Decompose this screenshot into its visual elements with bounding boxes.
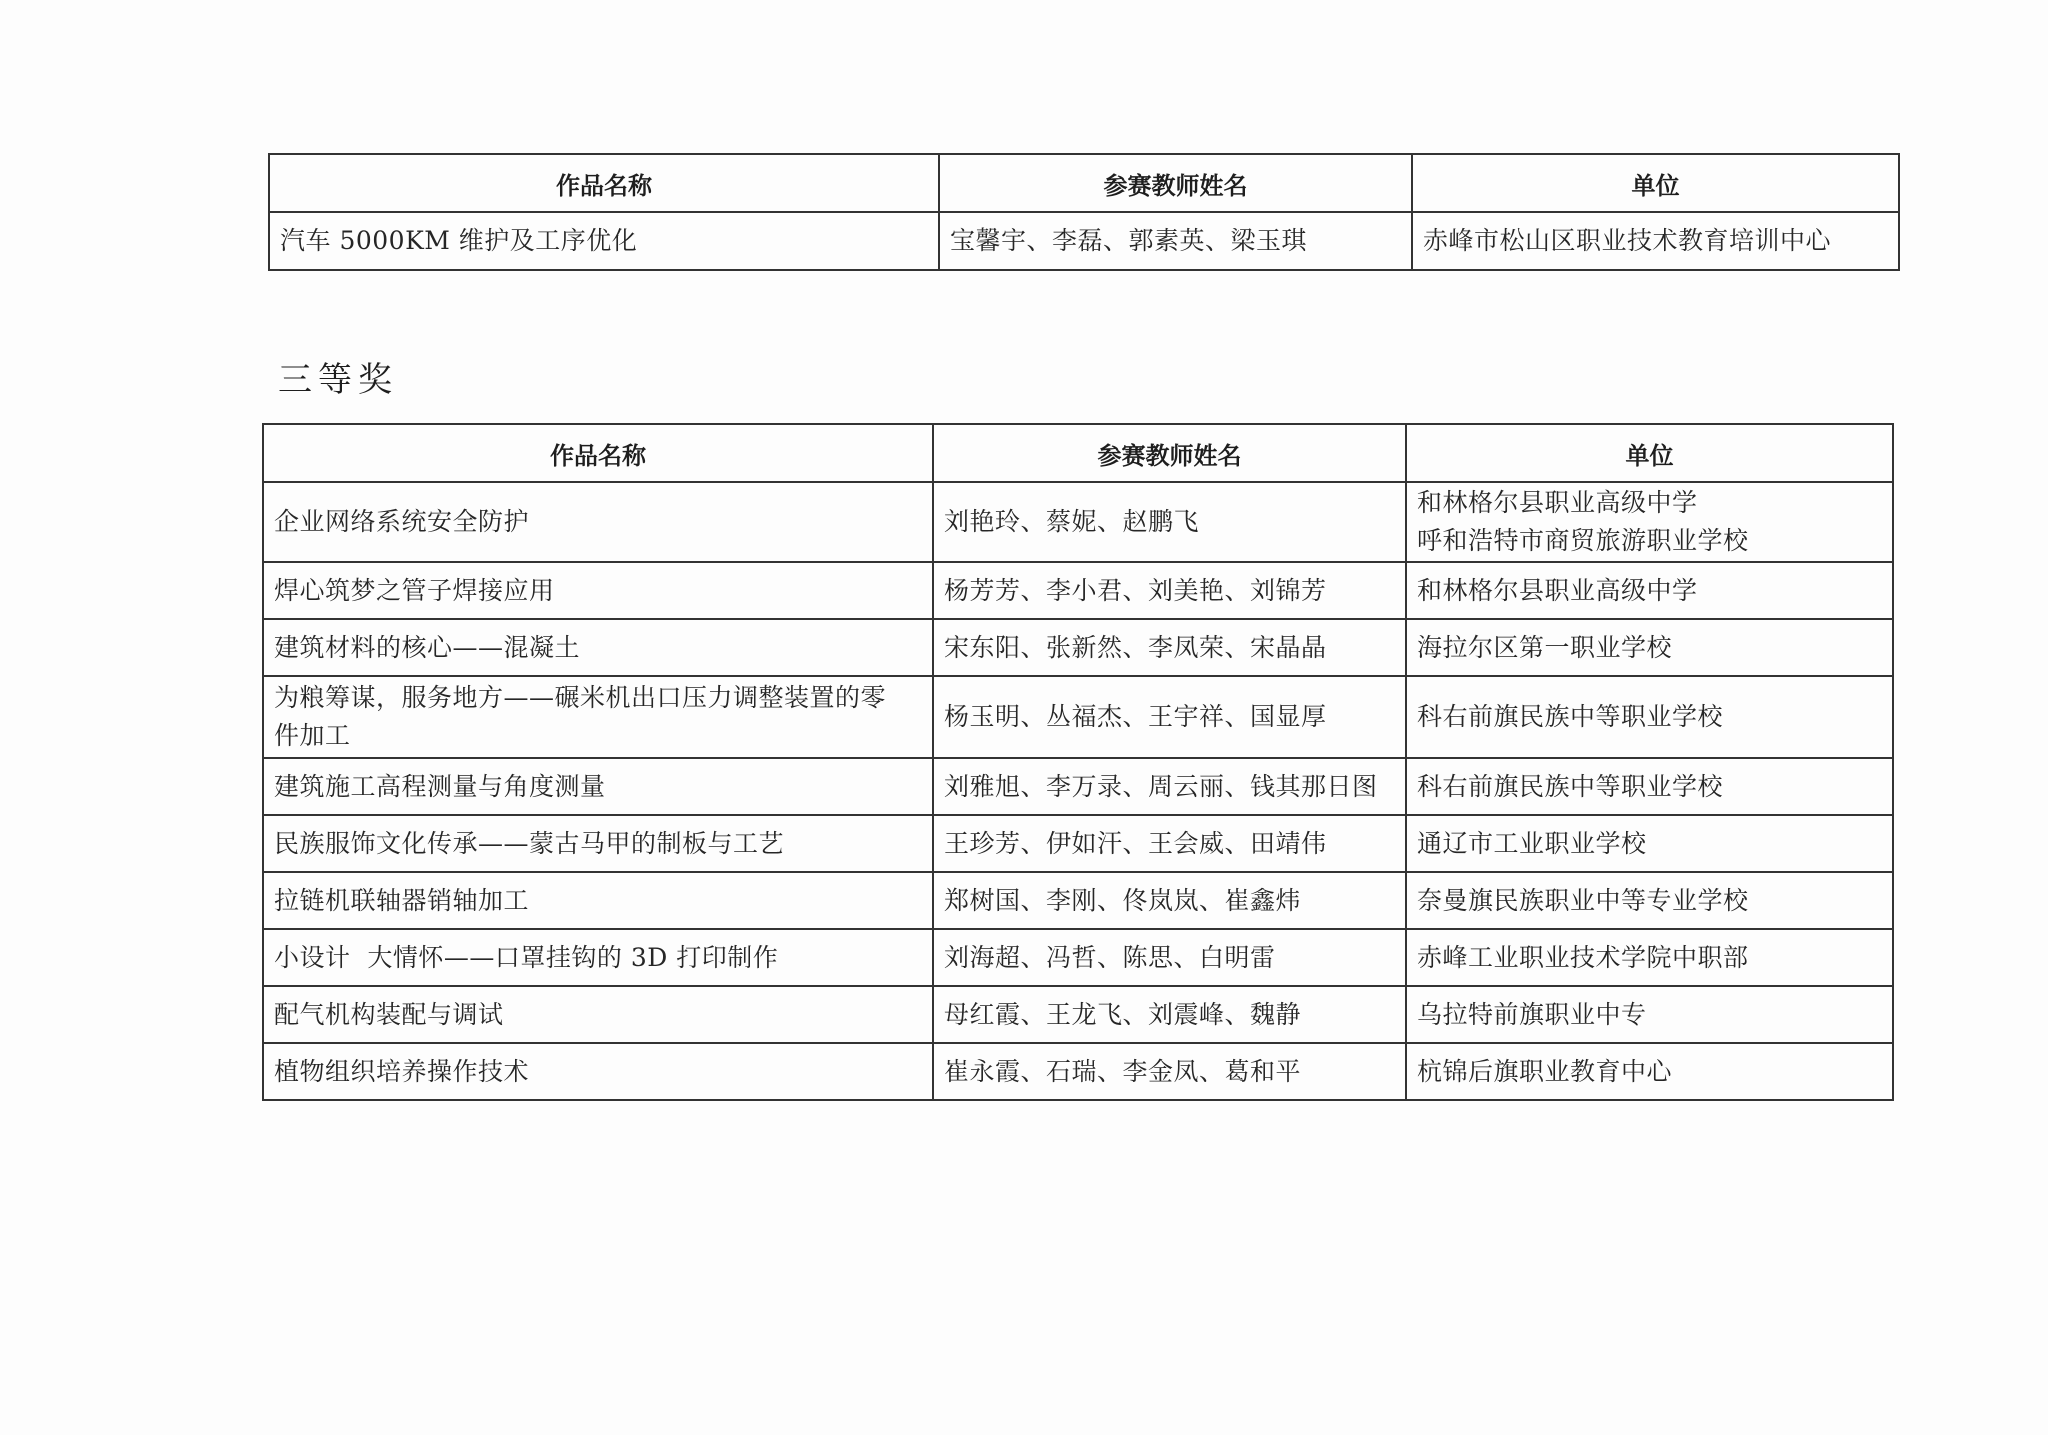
cell-unit: 科右前旗民族中等职业学校 [1406,676,1893,758]
cell-work: 汽车 5000KM 维护及工序优化 [269,212,939,270]
cell-unit [1406,482,1893,562]
table-row [269,212,1899,270]
cell-teachers: 崔永霞、石瑞、李金凤、葛和平 [933,1043,1406,1100]
header-unit: 单位 [1406,424,1893,482]
award-table-continued [268,153,1900,271]
header-teacher-names: 参赛教师姓名 [933,424,1406,482]
cell-work [263,676,933,758]
cell-unit: 赤峰市松山区职业技术教育培训中心 [1412,212,1899,270]
table-row [263,986,1893,1043]
cell-work: 企业网络系统安全防护 [263,482,933,562]
cell-unit: 乌拉特前旗职业中专 [1406,986,1893,1043]
cell-work: 建筑施工高程测量与角度测量 [263,758,933,815]
header-work-name: 作品名称 [263,424,933,482]
cell-work: 焊心筑梦之管子焊接应用 [263,562,933,619]
cell-work: 拉链机联轴器销轴加工 [263,872,933,929]
table-row [263,619,1893,676]
cell-teachers: 宋东阳、张新然、李凤荣、宋晶晶 [933,619,1406,676]
table-row [263,758,1893,815]
cell-unit: 通辽市工业职业学校 [1406,815,1893,872]
cell-teachers: 杨芳芳、李小君、刘美艳、刘锦芳 [933,562,1406,619]
cell-work: 配气机构装配与调试 [263,986,933,1043]
cell-work: 民族服饰文化传承——蒙古马甲的制板与工艺 [263,815,933,872]
cell-unit: 杭锦后旗职业教育中心 [1406,1043,1893,1100]
cell-unit: 科右前旗民族中等职业学校 [1406,758,1893,815]
header-unit: 单位 [1412,154,1899,212]
cell-unit: 赤峰工业职业技术学院中职部 [1406,929,1893,986]
table-row [263,815,1893,872]
cell-unit: 海拉尔区第一职业学校 [1406,619,1893,676]
table-row [263,929,1893,986]
third-prize-table [262,423,1894,1101]
cell-unit-line: 和林格尔县职业高级中学 [1417,488,1698,517]
cell-teachers: 刘雅旭、李万录、周云丽、钱其那日图 [933,758,1406,815]
cell-work: 小设计 大情怀——口罩挂钩的 3D 打印制作 [263,929,933,986]
cell-work-line: 件加工 [274,721,351,750]
cell-teachers: 杨玉明、丛福杰、王宇祥、国显厚 [933,676,1406,758]
cell-unit: 奈曼旗民族职业中等专业学校 [1406,872,1893,929]
header-work-name: 作品名称 [269,154,939,212]
cell-teachers: 王珍芳、伊如汗、王会威、田靖伟 [933,815,1406,872]
cell-teachers: 宝馨宇、李磊、郭素英、梁玉琪 [939,212,1412,270]
table-row [263,562,1893,619]
third-prize-heading: 三等奖 [278,360,398,400]
table-row [263,482,1893,562]
cell-teachers: 刘艳玲、蔡妮、赵鹏飞 [933,482,1406,562]
cell-unit-line: 呼和浩特市商贸旅游职业学校 [1417,526,1749,555]
cell-unit: 和林格尔县职业高级中学 [1406,562,1893,619]
table-row [263,676,1893,758]
table-header-row [263,424,1893,482]
header-teacher-names: 参赛教师姓名 [939,154,1412,212]
cell-work: 建筑材料的核心——混凝土 [263,619,933,676]
cell-teachers: 郑树国、李刚、佟岚岚、崔鑫炜 [933,872,1406,929]
cell-work: 植物组织培养操作技术 [263,1043,933,1100]
table-header-row [269,154,1899,212]
table-row [263,1043,1893,1100]
table-row [263,872,1893,929]
cell-teachers: 刘海超、冯哲、陈思、白明雷 [933,929,1406,986]
cell-work-line: 为粮筹谋，服务地方——碾米机出口压力调整装置的零 [274,683,887,712]
cell-teachers: 母红霞、王龙飞、刘震峰、魏静 [933,986,1406,1043]
